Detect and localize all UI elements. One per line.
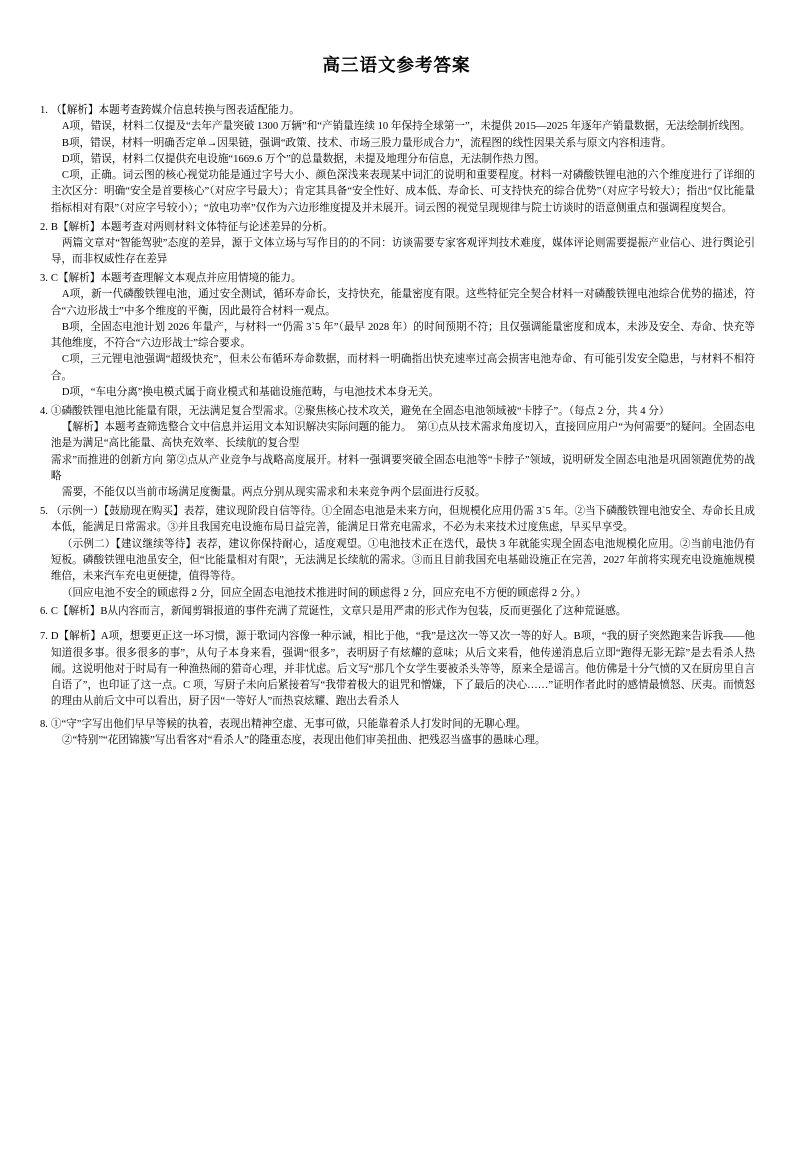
item-paragraph: 两篇文章对“智能驾驶”态度的差异，源于文体立场与写作目的的不同：访谈需要专家客观评判技术难度，媒体评论则需要提振产业信心、进行舆论引导，而非权威性存在差异 (50, 237, 755, 266)
item-number: 6. (40, 606, 48, 618)
item-paragraph: ①“守”字写出他们早早等候的执着，表现出精神空虚、无事可做，只能靠着杀人打发时间的无聊心理。 (50, 719, 527, 731)
item-paragraph: A项，新一代磷酸铁锂电池，通过安全测试，循环寿命长，支持快充，能量密度有限。这些特征完全契合材料一对磷酸铁锂电池综合优势的描述，符合“六边形战士”中多个维度的平衡，因此最符合材料一观点。 (50, 289, 755, 317)
item-paragraph: C【解析】B从内容而言，新闻剪辑报道的事件充满了荒诞性，文章只是用严肃的形式作为包装，反而更强化了这种荒诞感。 (50, 606, 627, 618)
answer-item (40, 504, 755, 602)
item-paragraph: 【解析】本题考查筛选整合文中信息并运用文本知识解决实际问题的能力。 第①点从技术需求角度切入，直接回应用户“为何需要”的疑问。全固态电池是为满足“高比能量、高快充效率、长续航的复合型 (50, 422, 755, 450)
answer-item (40, 604, 755, 620)
answer-item (40, 103, 755, 217)
item-body (51, 271, 755, 401)
item-body (51, 220, 755, 269)
answer-item (40, 717, 755, 750)
item-body (51, 103, 755, 217)
item-paragraph: C项，三元锂电池强调“超级快充”，但未公布循环寿命数据，而材料一明确指出快充速率过高会损害电池寿命、有可能引发安全隐患，与材料不相符合。 (50, 354, 755, 382)
item-paragraph: C【解析】本题考查理解文本观点并应用情境的能力。 (50, 272, 302, 284)
item-paragraph: B【解析】本题考查对两则材料文体特征与论述差异的分析。 (50, 221, 334, 233)
item-paragraph: D【解析】A项，想要更正这一坏习惯，源于歌词内容像一种示诫，相比于他，“我”是这次一等又次一等的好人。B项，“我的厨子突然跑来告诉我——他知道很多事。很多很多的事”，从句子本身来看，强调“很多”，表明厨子有炫耀的意味；从后文来看，他传递消息后立即“跑得无影无踪”是去看杀人热闹。这说明他对于时局有一种渔热闹的猎奇心理，并非忧虑。后文写“那几个女学生要被杀头等等，原来全是谣言。他仿佛是十分气愤的又在厨房里自言自语了”，也印证了这一点。C 项，写厨子未向后紧接着写“我带着极大的诅咒和憎嫌，下了最后的决心……”证明作者此时的感情最愤怒、厌夷。而愤怒的理由从前后文中可以看出，厨子因“一等好人”而热哀炫耀、跑出去看杀人 (50, 631, 755, 708)
item-paragraph: B项，错误，材料一明确否定单→因果链，强调“政策、技术、市场三股力量形成合力”，流程图的线性因果关系与原文内容相违背。 (61, 137, 672, 149)
item-number: 2. (40, 221, 48, 233)
item-body (51, 604, 755, 620)
item-paragraph: 需要，不能仅以当前市场满足度衡量。两点分别从现实需求和未来竞争两个层面进行反驳。 (61, 487, 486, 499)
item-paragraph: （【解析】本题考查跨媒介信息转换与图表适配能力。 (50, 105, 300, 116)
item-paragraph: D项，错误，材料二仅提供充电设施“1669.6 万个”的总量数据，未提及地理分布信息，无法制作热力图。 (61, 153, 546, 165)
item-paragraph: C项，正确。词云图的核心视觉功能是通过字号大小、颜色深浅来表现某中词汇的说明和重要程度。材料一对磷酸铁锂电池的六个维度进行了详细的主次区分：明确“安全是首要核心”（对应字号最大）；肯定其具备“安全性好、成本低、寿命长、可支持快充的综合优势”（对应字号较大）；指出“仅比能量指标相对有限”（对应字号较小）；“放电功率”仅作为六边形维度提及并未展开。词云图的视觉呈现规律与院士访谈时的语意侧重点和强调程度契合。 (50, 170, 755, 214)
item-paragraph: （示例二）【建议继续等待】表荐，建议你保持耐心，适度观望。①电池技术正在迭代，最快 3 年就能实现全固态电池规模化应用。②当前电池仍有短板。磷酸铁锂电池虽安全，但“比能量相对有限”，无法满足长续航的需求。③而且目前我国充电基础设施正在完善，2027 年前将实现充电设施施规模维倍，未来汽车充电更便捷，值得等待。 (50, 538, 755, 583)
item-paragraph: （示例一）【鼓励现在购买】表荐，建议现阶段自信等待。①全固态电池是未来方向，但规模化应用仍需 3`5 年。②当下磷酸铁锂电池安全、寿命长且成本低，能满足日常需求。③并且我国充电设施布局日益完善，能满足日常充电需求，不必为未来技术过度焦虑，早买早享受。 (50, 506, 755, 534)
item-number: 4. (40, 405, 48, 417)
answer-item (40, 271, 755, 401)
answer-item (40, 629, 755, 710)
item-paragraph: B项，全固态电池计划 2026 年量产，与材料一“仍需 3`5 年”（最早 2028 年）的时间预期不符；且仅强调能量密度和成本，未涉及安全、寿命、快充等其他维度，不符合“六边形战士”综合要求。 (50, 321, 755, 350)
answer-item (40, 220, 755, 269)
item-paragraph: D项，“车电分离”换电模式属于商业模式和基础设施范畴，与电池技术本身无关。 (61, 387, 440, 399)
item-number: 3. (40, 272, 48, 284)
item-paragraph: ①磷酸铁锂电池比能量有限，无法满足复合型需求。②聚焦核心技术攻关，避免在全固态电池领域被“卡脖子”。（每点 2 分，共 4 分） (50, 405, 670, 417)
item-number: 8. (40, 719, 48, 731)
item-paragraph: A项，错误，材料二仅提及“去年产量突破 1300 万辆”和“产销量连续 10 年保持全球第一”，未提供 2015—2025 年逐年产销量数据，无法绘制折线图。 (61, 121, 751, 133)
answer-item (40, 404, 755, 502)
answer-sheet-page (0, 52, 793, 1173)
item-paragraph: 需求”而推进的创新方向 第②点从产业竞争与战略高度展开。材料一强调要突破全固态电池等“卡脖子”领域，说明研发全固态电池是巩固领跑优势的战略 (50, 454, 755, 483)
item-number: 7. (40, 631, 48, 643)
item-number: 1. (40, 105, 48, 116)
answers-list (0, 103, 793, 750)
item-body (51, 504, 755, 602)
item-body (51, 404, 755, 502)
page-title: 高三语文参考答案 (322, 55, 471, 75)
item-paragraph: ②“特别”“花团锦簇”写出看客对“看杀人”的隆重态度，表现出他们审美扭曲、把残忍当盛事的愚昧心理。 (61, 735, 546, 747)
item-paragraph: （回应电池不安全的顾虑得 2 分，回应全固态电池技术推进时间的顾虑得 2 分，回应充电不方便的顾虑得 2 分。） (61, 587, 587, 599)
item-number: 5. (40, 506, 48, 518)
item-body (51, 629, 755, 710)
item-body (51, 717, 755, 750)
